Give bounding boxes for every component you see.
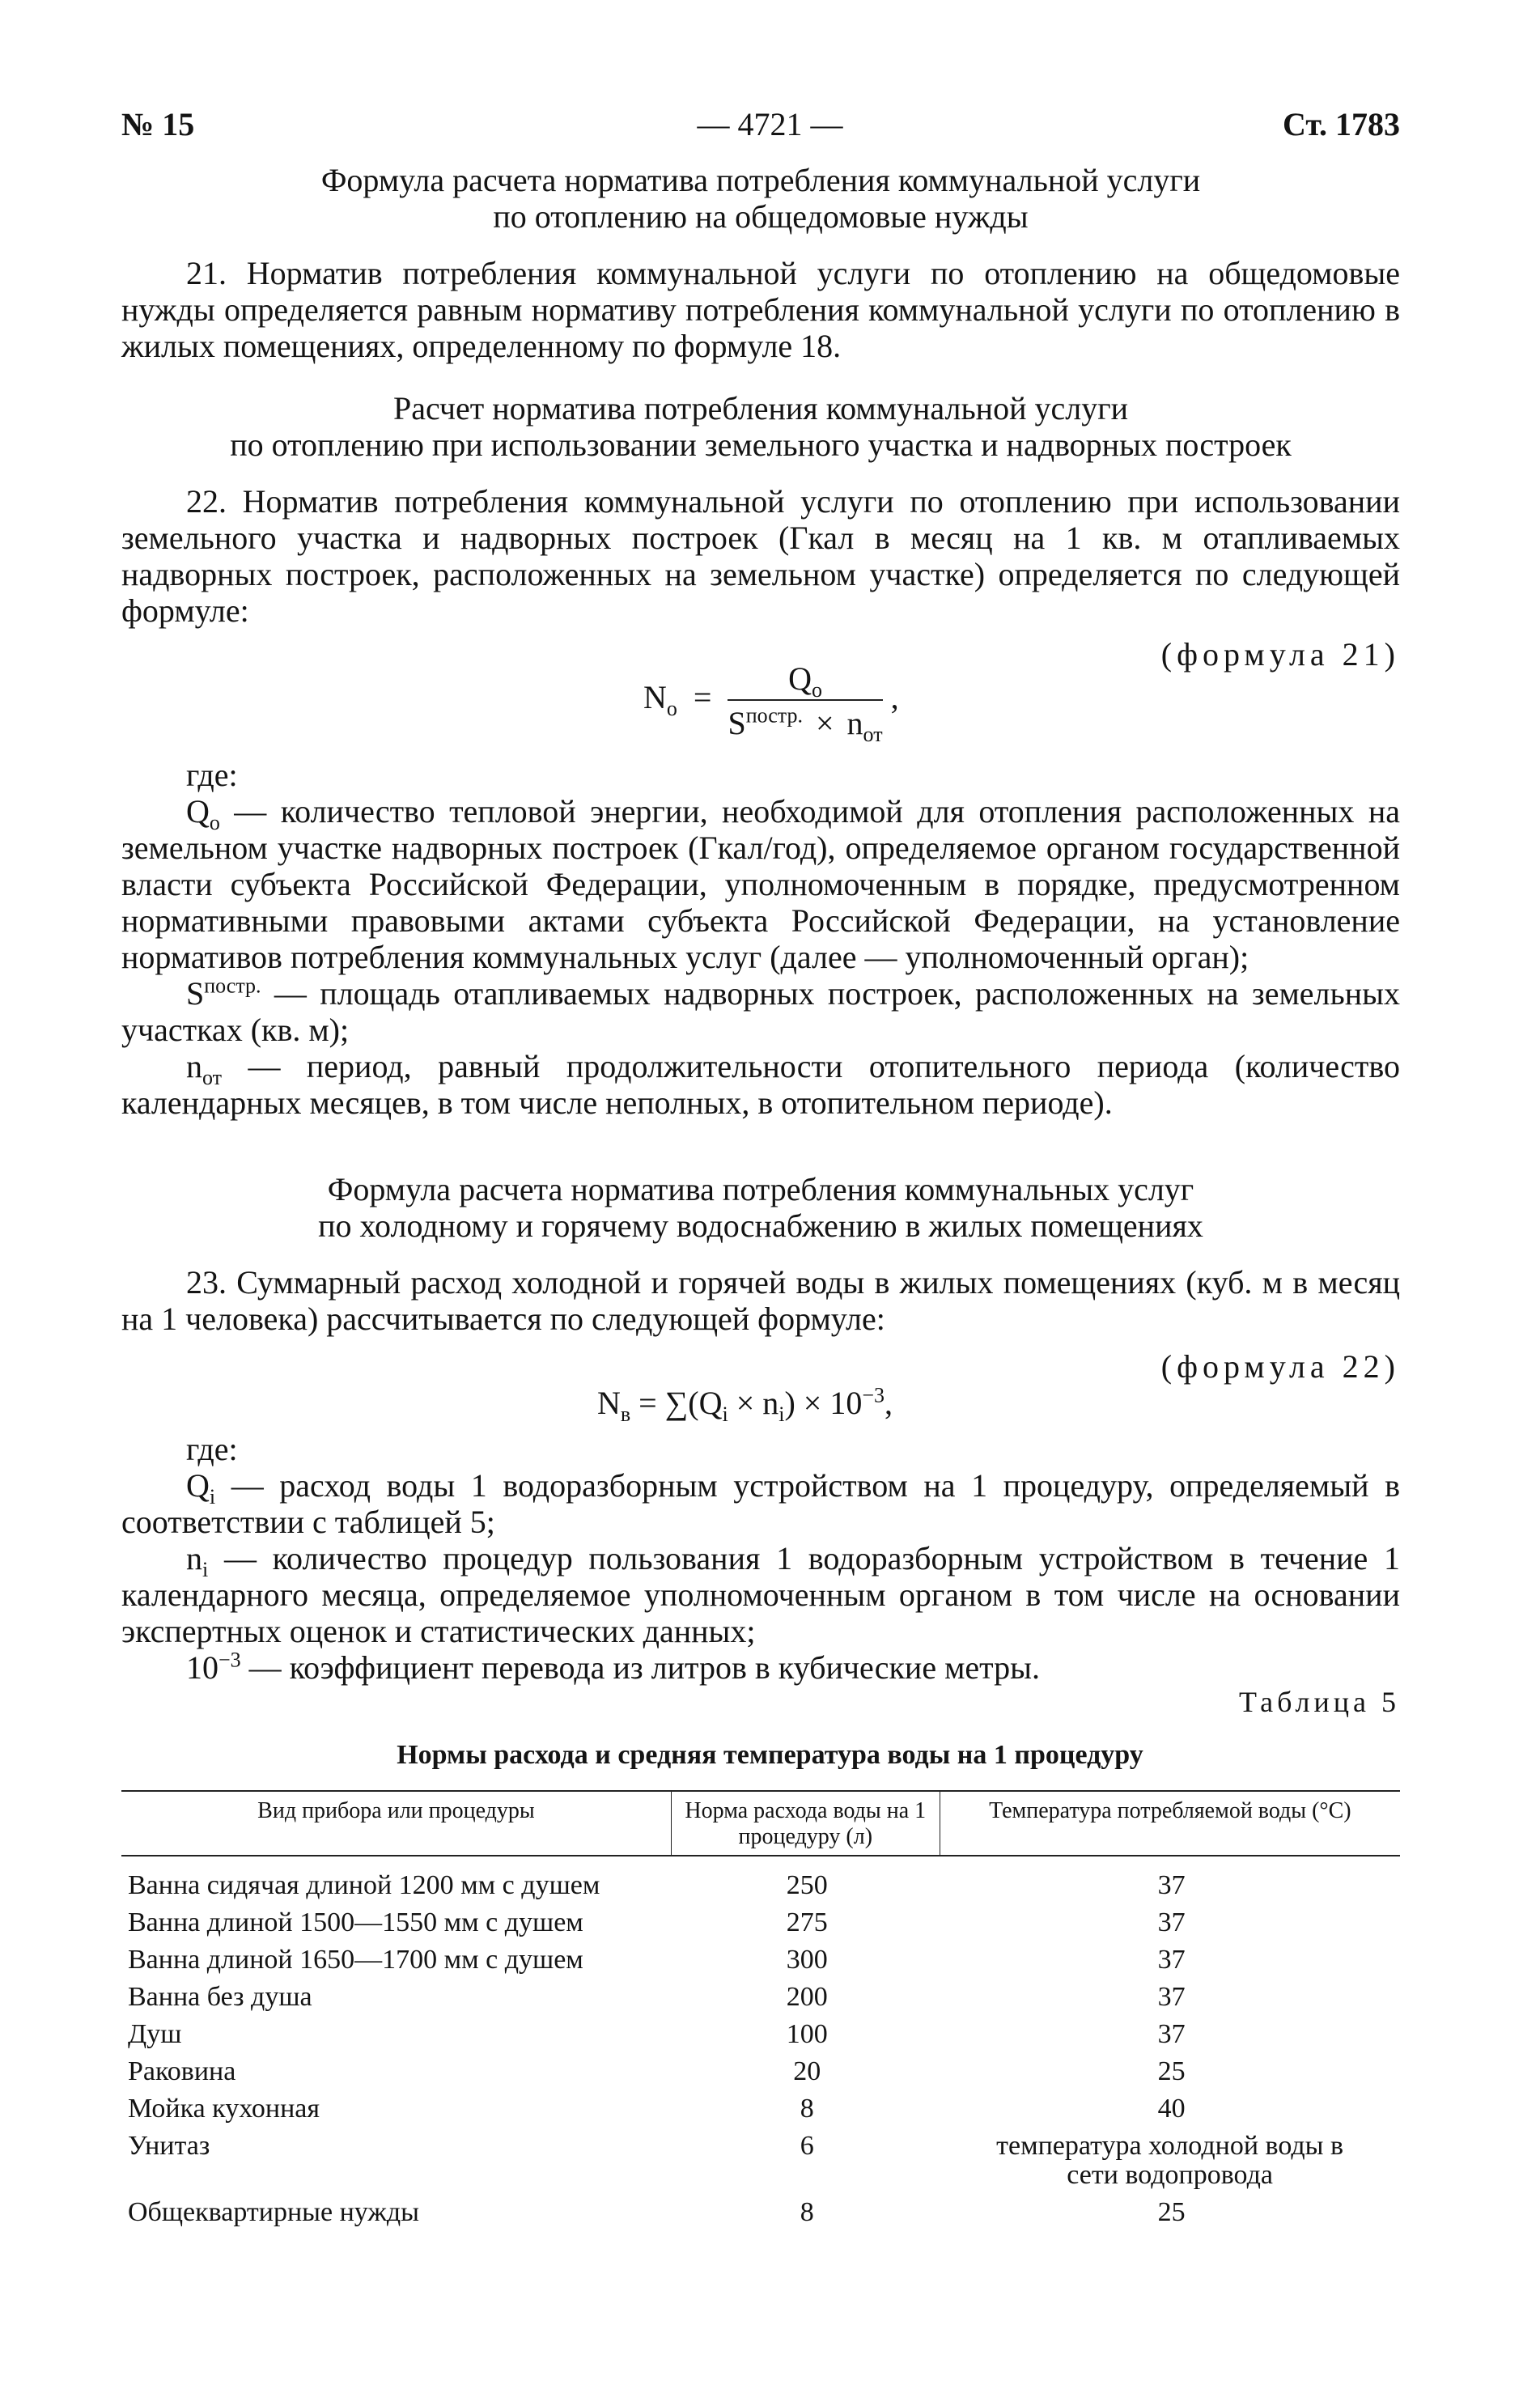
cell-rate: 8 — [800, 2197, 814, 2227]
definition-text: — период, равный продолжительности отопительного периода (количество календарных месяцев, в том числе неполных, в отопительном периоде). — [121, 1048, 1400, 1121]
paragraph-text: 23. Суммарный расход холодной и горячей воды в жилых помещениях (куб. м в месяц на 1 человека) рассчитывается по следующей формуле: — [121, 1264, 1400, 1337]
table-row — [121, 1941, 1400, 1979]
paragraph-21 — [121, 255, 1400, 364]
formula-lhs: N — [643, 679, 667, 716]
cell-temperature: 37 — [1157, 1870, 1186, 1900]
table-row — [121, 1904, 1400, 1941]
cell-rate: 300 — [786, 1945, 828, 1975]
cell-rate: 200 — [786, 1982, 828, 2012]
cell-device: Душ — [128, 2019, 182, 2049]
paragraph-text: 22. Норматив потребления коммунальной услуги по отоплению при использовании земельного участка и надворных построек (Гкал в месяц на 1 кв. м отапливаемых надворных построек, расположенных на земельном участке) определяется по следующей формуле: — [121, 483, 1400, 629]
cell-device: Ванна длиной 1650—1700 мм с душем — [128, 1945, 583, 1975]
definitions-22 — [121, 1467, 1400, 1686]
symbol: 10 — [186, 1649, 218, 1686]
symbol-sub: i — [209, 1485, 216, 1509]
definition-text: — количество тепловой энергии, необходимой для отопления расположенных на земельном участке надворных построек (Гкал/год), определяемое органом государственной власти субъекта Российской Федерации, уполномоченным в порядке, предусмотренном нормативными правовыми актами субъекта Российской Федерации, на установление нормативов потребления коммунальных услуг (далее — уполномоченный орган); — [121, 793, 1400, 975]
symbol: S — [186, 975, 205, 1012]
symbol-sub: i — [202, 1558, 209, 1581]
symbol-sub: от — [202, 1066, 223, 1089]
definition-q — [121, 1467, 1400, 1540]
cell-temperature: 25 — [1157, 2056, 1186, 2086]
table-row — [121, 1979, 1400, 2016]
column-header: Вид прибора или процедуры — [121, 1791, 671, 1856]
cell-rate: 8 — [800, 2094, 814, 2124]
heading-line: Расчет норматива потребления коммунальной услуги — [392, 390, 1129, 426]
cell-device: Ванна без душа — [128, 1982, 312, 2012]
cell-temperature: 37 — [1157, 1945, 1186, 1975]
table-row — [121, 2090, 1400, 2128]
definition-n — [121, 1540, 1400, 1649]
definition-text: — площадь отапливаемых надворных построек, расположенных на земельных участках (кв. м); — [121, 975, 1400, 1048]
table-title: Нормы расхода и средняя температура воды на 1 процедуру — [397, 1740, 1143, 1770]
formula-q-sub: i — [722, 1402, 728, 1426]
table-row — [121, 1856, 1400, 1904]
cell-temperature: 25 — [1157, 2197, 1186, 2227]
cell-temperature: температура холодной воды в сети водопровода — [996, 2131, 1344, 2190]
table-row — [121, 2194, 1400, 2231]
symbol: Q — [186, 793, 210, 830]
formula-power: ) × 10 — [784, 1385, 863, 1421]
cell-device: Раковина — [128, 2056, 236, 2086]
water-norms-table — [121, 1790, 1400, 2231]
symbol-sup: −3 — [218, 1648, 241, 1672]
formula-21 — [643, 660, 899, 746]
paragraph-text: 21. Норматив потребления коммунальной услуги по отоплению на общедомовые нужды определяется равным нормативу потребления коммунальной услуги по отоплению в жилых помещениях, определенному по формуле 18. — [121, 255, 1400, 364]
fraction-numerator — [728, 660, 882, 701]
formula-comma: , — [885, 1385, 893, 1421]
formula-reference-22: (формула 22) — [1160, 1348, 1400, 1385]
denominator-n: n — [846, 705, 863, 741]
formula-lhs-sub: о — [666, 697, 677, 721]
column-header: Норма расхода воды на 1 процедуру (л) — [671, 1791, 940, 1856]
definition-text: — количество процедур пользования 1 водоразборным устройством в течение 1 календарного месяца, определяемое уполномоченным органом в том числе на основании экспертных оценок и статистических данных; — [121, 1540, 1400, 1649]
cell-temperature: 40 — [1157, 2094, 1186, 2124]
cell-rate: 275 — [786, 1907, 828, 1937]
paragraph-22 — [121, 483, 1400, 629]
denominator-s: S — [728, 705, 746, 741]
table-row — [121, 2016, 1400, 2053]
formula-lhs-sub: в — [620, 1402, 631, 1426]
formula-times-n: × n — [728, 1385, 779, 1421]
times-sign: × — [815, 705, 834, 741]
numerator-sub: о — [811, 678, 822, 702]
formula-22 — [597, 1383, 893, 1426]
formula-n-sub: i — [778, 1402, 785, 1426]
table-row — [121, 2128, 1400, 2194]
column-header: Температура потребляемой воды (°С) — [940, 1791, 1400, 1856]
heading-line: Формула расчета норматива потребления коммунальной услуги — [320, 162, 1201, 198]
formula-comma: , — [890, 679, 899, 716]
page-number: — 4721 — — [697, 106, 843, 142]
table-header-row — [121, 1791, 1400, 1856]
fraction-denominator — [728, 701, 883, 746]
definition-q — [121, 793, 1400, 975]
cell-rate: 6 — [800, 2131, 814, 2161]
denominator-n-sub: от — [863, 723, 883, 746]
heading-line: по отоплению при использовании земельного участка и надворных построек — [230, 426, 1292, 463]
formula-exponent: −3 — [862, 1383, 885, 1407]
article-number: Ст. 1783 — [1283, 106, 1400, 142]
definition-text: — коэффициент перевода из литров в кубические метры. — [240, 1649, 1040, 1686]
heading-line: по холодному и горячему водоснабжению в жилых помещениях — [318, 1207, 1203, 1244]
symbol: n — [186, 1540, 202, 1576]
table-row — [121, 2053, 1400, 2090]
cell-device: Общеквартирные нужды — [128, 2197, 419, 2227]
formula-reference-21: (формула 21) — [1160, 636, 1400, 673]
formula-equals: = — [693, 679, 712, 716]
cell-temperature: 37 — [1157, 1907, 1186, 1937]
symbol: Q — [186, 1467, 210, 1504]
cell-device: Мойка кухонная — [128, 2094, 320, 2124]
symbol: n — [186, 1048, 202, 1084]
cell-rate: 100 — [786, 2019, 828, 2049]
denominator-s-sup: постр. — [745, 703, 803, 728]
issue-number: № 15 — [121, 106, 195, 142]
formula-fraction — [728, 660, 883, 746]
where-label: где: — [186, 1431, 238, 1467]
cell-device: Ванна длиной 1500—1550 мм с душем — [128, 1907, 583, 1937]
cell-rate: 250 — [786, 1870, 828, 1900]
heading-line: по отоплению на общедомовые нужды — [493, 198, 1029, 235]
cell-device: Ванна сидячая длиной 1200 мм с душем — [128, 1870, 600, 1900]
definition-s — [121, 975, 1400, 1048]
definition-k — [121, 1649, 1400, 1686]
table-label: Таблица 5 — [1239, 1686, 1400, 1718]
cell-rate: 20 — [793, 2056, 821, 2086]
definition-text: — расход воды 1 водоразборным устройством на 1 процедуру, определяемый в соответствии с таблицей 5; — [121, 1467, 1400, 1540]
paragraph-23 — [121, 1264, 1400, 1337]
section-heading-1 — [121, 162, 1400, 235]
definitions-21 — [121, 793, 1400, 1121]
symbol-sup: постр. — [204, 974, 261, 998]
cell-temperature: 37 — [1157, 1982, 1186, 2012]
formula-sum: = ∑(Q — [630, 1385, 723, 1421]
cell-device: Унитаз — [128, 2131, 210, 2161]
symbol-sub: о — [209, 811, 220, 834]
section-heading-2 — [121, 390, 1400, 463]
numerator-symbol: Q — [788, 660, 812, 697]
formula-lhs: N — [597, 1385, 621, 1421]
heading-line: Формула расчета норматива потребления коммунальных услуг — [327, 1171, 1194, 1207]
where-label: где: — [186, 757, 238, 793]
cell-temperature: 37 — [1157, 2019, 1186, 2049]
section-heading-3 — [121, 1171, 1400, 1244]
definition-n — [121, 1048, 1400, 1121]
